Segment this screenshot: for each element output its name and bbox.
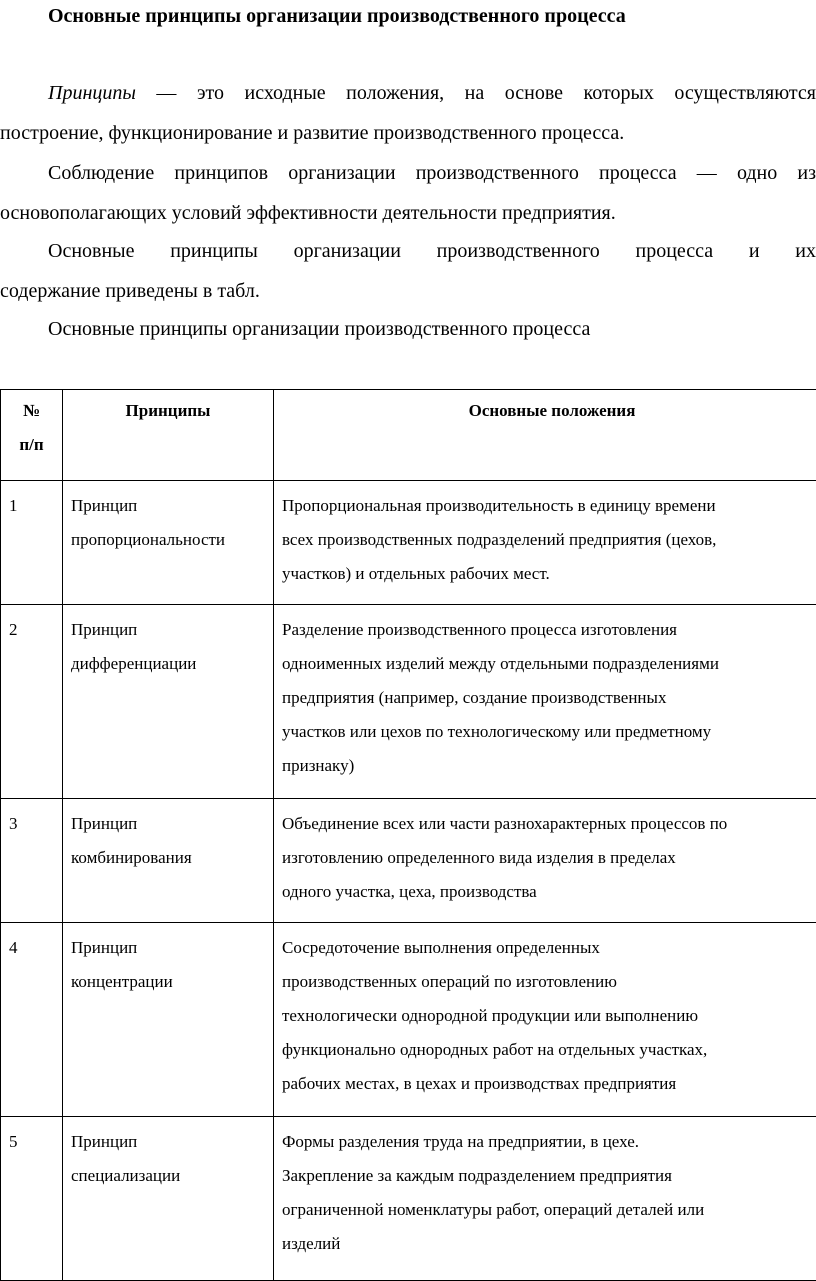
header-principles: Принципы	[63, 390, 274, 481]
paragraph-table-intro	[0, 231, 816, 311]
cell-description: Формы разделения труда на предприятии, в цехе. Закрепление за каждым подразделением предприятия ограниченной номенклатуры работ, операций деталей или изделий	[274, 1117, 816, 1281]
document-title: Основные принципы организации производственного процесса	[48, 5, 626, 27]
table-row	[1, 605, 816, 799]
principles-table	[0, 389, 816, 1281]
cell-principle: Принцип дифференциации	[63, 605, 274, 799]
cell-number: 4	[1, 923, 63, 1117]
cell-principle: Принцип специализации	[63, 1117, 274, 1281]
cell-description: Объединение всех или части разнохарактерных процессов по изготовлению определенного вида изделия в пределах одного участка, цеха, производства	[274, 799, 816, 923]
table-header-row	[1, 390, 816, 481]
table-row	[1, 923, 816, 1117]
paragraph-definition	[0, 73, 816, 153]
caption-line: Основные принципы организации производственного процесса	[48, 318, 591, 340]
paragraph-line: построение, функционирование и развитие производственного процесса.	[0, 122, 625, 144]
paragraph-line	[0, 73, 816, 113]
term-principles: Принципы	[48, 82, 136, 104]
cell-principle: Принцип концентрации	[63, 923, 274, 1117]
cell-description: Сосредоточение выполнения определенных производственных операций по изготовлению технологически однородной продукции или выполнению функционально однородных работ на отдельных участках, рабочих местах, в цехах и производствах предприятия	[274, 923, 816, 1117]
cell-number: 5	[1, 1117, 63, 1281]
table-row	[1, 1117, 816, 1281]
paragraph-line: Основные принципы организации производственного процесса и их	[48, 240, 816, 262]
paragraph-text: — это исходные положения, на основе которых осуществляются	[135, 82, 816, 104]
table-caption	[0, 309, 816, 349]
cell-principle: Принцип комбинирования	[63, 799, 274, 923]
table-row	[1, 481, 816, 605]
cell-number: 2	[1, 605, 63, 799]
cell-number: 1	[1, 481, 63, 605]
header-number: № п/п	[1, 390, 63, 481]
cell-description: Разделение производственного процесса изготовления одноименных изделий между отдельными подразделениями предприятия (например, создание производственных участков или цехов по технологическому или предметному признаку)	[274, 605, 816, 799]
header-main-provisions: Основные положения	[274, 390, 816, 481]
cell-description: Пропорциональная производительность в единицу времени всех производственных подразделений предприятия (цехов, участков) и отдельных рабочих мест.	[274, 481, 816, 605]
paragraph-line: содержание приведены в табл.	[0, 280, 260, 302]
table-row	[1, 799, 816, 923]
paragraph-line: основополагающих условий эффективности деятельности предприятия.	[0, 202, 616, 224]
paragraph-line: Соблюдение принципов организации производственного процесса — одно из	[48, 162, 816, 184]
cell-principle: Принцип пропорциональности	[63, 481, 274, 605]
paragraph-compliance	[0, 153, 816, 233]
cell-number: 3	[1, 799, 63, 923]
